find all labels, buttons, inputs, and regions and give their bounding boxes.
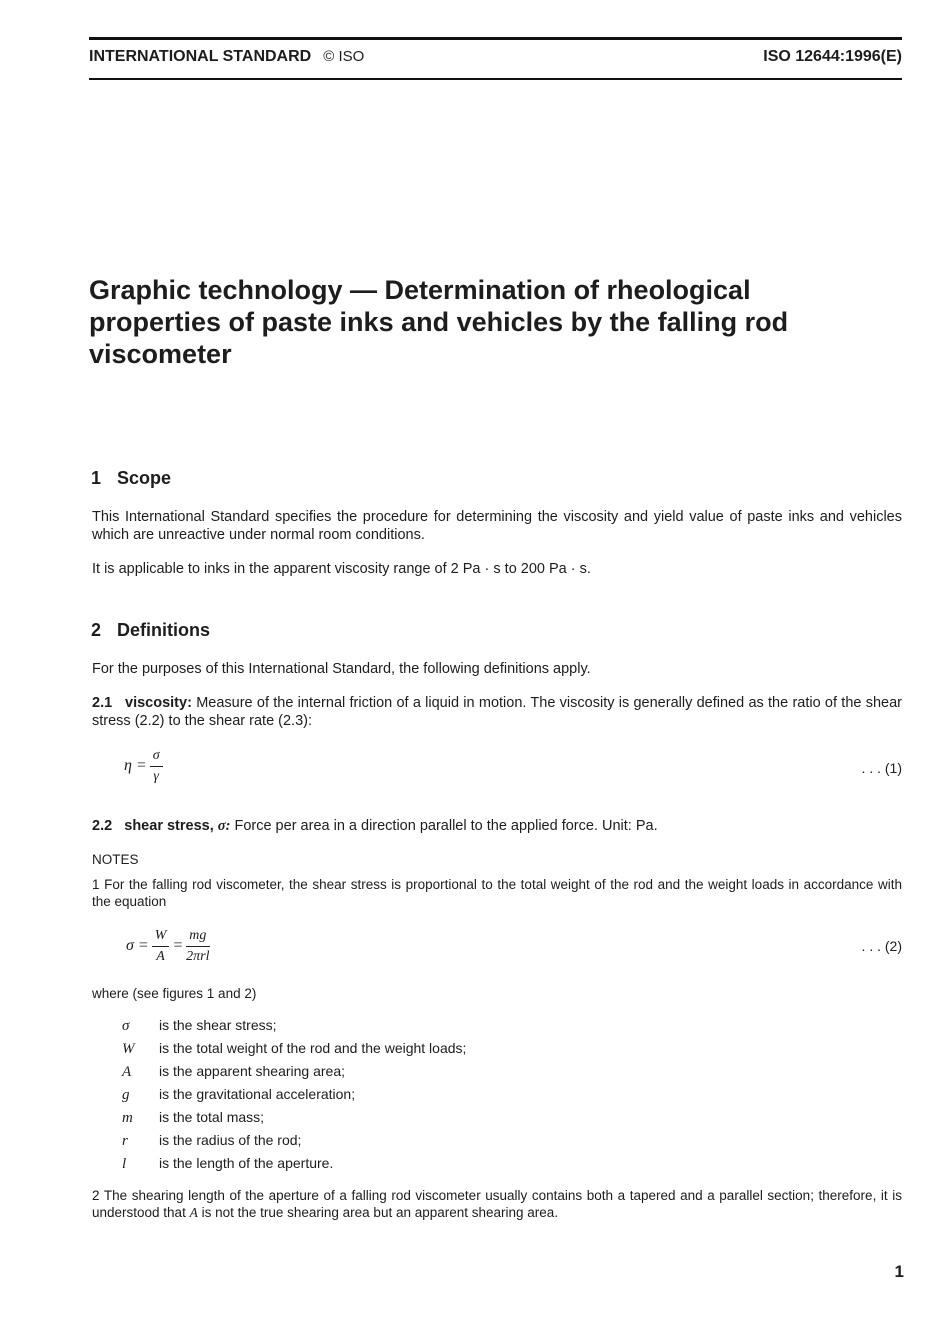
symbol-row [120, 1129, 820, 1152]
title-line-1: Graphic technology — Determination of rheological [89, 275, 751, 305]
title-line-2: properties of paste inks and vehicles by the falling rod [89, 307, 789, 337]
note-2-text-a: 2 The shearing length of the aperture of a falling rod viscometer usually contains both a tapered and a parallel section; therefore, it is understood that [92, 1188, 902, 1220]
symbol-row [120, 1037, 820, 1060]
section-2-heading [91, 620, 210, 641]
header-document-id: ISO 12644:1996(E) [763, 48, 902, 65]
equation-2-equals: = [172, 937, 184, 955]
document-title [89, 274, 889, 370]
symbol: g [122, 1087, 130, 1103]
equation-2-fraction-1 [152, 928, 170, 965]
definition-2-1-term: viscosity: [125, 695, 192, 711]
page-header [89, 48, 902, 70]
where-line: where (see figures 1 and 2) [92, 986, 257, 1001]
symbol: m [122, 1110, 133, 1126]
symbol-description: is the apparent shearing area; [159, 1063, 346, 1079]
symbol: A [122, 1064, 132, 1080]
symbol-description: is the gravitational acceleration; [159, 1086, 356, 1102]
header-copyright: © ISO [323, 48, 365, 65]
header-standard-label: INTERNATIONAL STANDARD [89, 48, 312, 65]
symbol-row [120, 1060, 820, 1083]
equation-1-numerator: σ [150, 748, 163, 767]
note-2 [92, 1187, 902, 1221]
equation-1-denominator: γ [153, 769, 159, 784]
equation-2-numerator-2: mg [186, 928, 209, 947]
page-number: 1 [894, 1262, 904, 1281]
definition-2-2-term: shear stress, [124, 818, 214, 834]
symbol-list [120, 1014, 820, 1175]
equation-1 [124, 748, 166, 785]
symbol: l [122, 1156, 127, 1172]
section-1-number: 1 [91, 468, 102, 488]
header-top-rule [89, 37, 902, 40]
note-1: 1 For the falling rod viscometer, the shear stress is proportional to the total weight of the rod and the weight loads in accordance with the equation [92, 877, 902, 909]
symbol-description: is the length of the aperture. [159, 1155, 334, 1171]
note-2-text-b: is not the true shearing area but an apparent shearing area. [197, 1205, 559, 1220]
equation-2-numerator-1: W [152, 928, 170, 947]
definition-2-2-symbol: σ: [217, 818, 231, 834]
symbol: σ [122, 1018, 130, 1034]
symbol-row [120, 1014, 820, 1037]
section-2-number: 2 [91, 620, 102, 640]
symbol-description: is the total mass; [159, 1109, 265, 1125]
section-1-title: Scope [117, 468, 172, 488]
symbol-description: is the radius of the rod; [159, 1132, 302, 1148]
definition-2-2 [92, 817, 902, 835]
scope-paragraph-2: It is applicable to inks in the apparent viscosity range of 2 Pa · s to 200 Pa · s. [92, 561, 591, 577]
header-left [89, 48, 364, 66]
equation-2-reference: . . . (2) [861, 938, 902, 954]
equation-1-lhs: η = [124, 757, 147, 775]
scope-paragraph-1: This International Standard specifies the procedure for determining the viscosity and yield value of paste inks and vehicles which are unreactive under normal room conditions. [92, 509, 902, 543]
symbol-row [120, 1152, 820, 1175]
symbol: W [122, 1041, 135, 1057]
section-2-title: Definitions [117, 620, 210, 640]
symbol-row [120, 1083, 820, 1106]
definition-2-1-text: Measure of the internal friction of a liquid in motion. The viscosity is generally defined as the ratio of the shear stress (2.2) to the shear rate (2.3): [92, 695, 902, 729]
notes-label: NOTES [92, 852, 139, 867]
section-1-heading [91, 468, 171, 489]
equation-2-denominator-1: A [156, 949, 165, 964]
equation-2-fraction-2 [186, 928, 209, 965]
equation-2-denominator-2: 2πrl [186, 949, 210, 964]
definitions-intro: For the purposes of this International Standard, the following definitions apply. [92, 661, 591, 677]
equation-1-fraction [150, 748, 163, 785]
symbol: r [122, 1133, 128, 1149]
header-bottom-rule [89, 78, 902, 80]
symbol-description: is the shear stress; [159, 1017, 277, 1033]
definition-2-1-number: 2.1 [92, 695, 113, 711]
definition-2-2-text: Force per area in a direction parallel to the applied force. Unit: Pa. [234, 818, 658, 834]
equation-2 [126, 928, 213, 965]
definition-2-1 [92, 694, 902, 730]
symbol-description: is the total weight of the rod and the weight loads; [159, 1040, 467, 1056]
title-line-3: viscometer [89, 339, 232, 369]
equation-1-reference: . . . (1) [861, 760, 902, 776]
definition-2-2-number: 2.2 [92, 818, 113, 834]
note-2-symbol: A [189, 1205, 198, 1220]
equation-2-lhs: σ = [126, 937, 149, 955]
symbol-row [120, 1106, 820, 1129]
